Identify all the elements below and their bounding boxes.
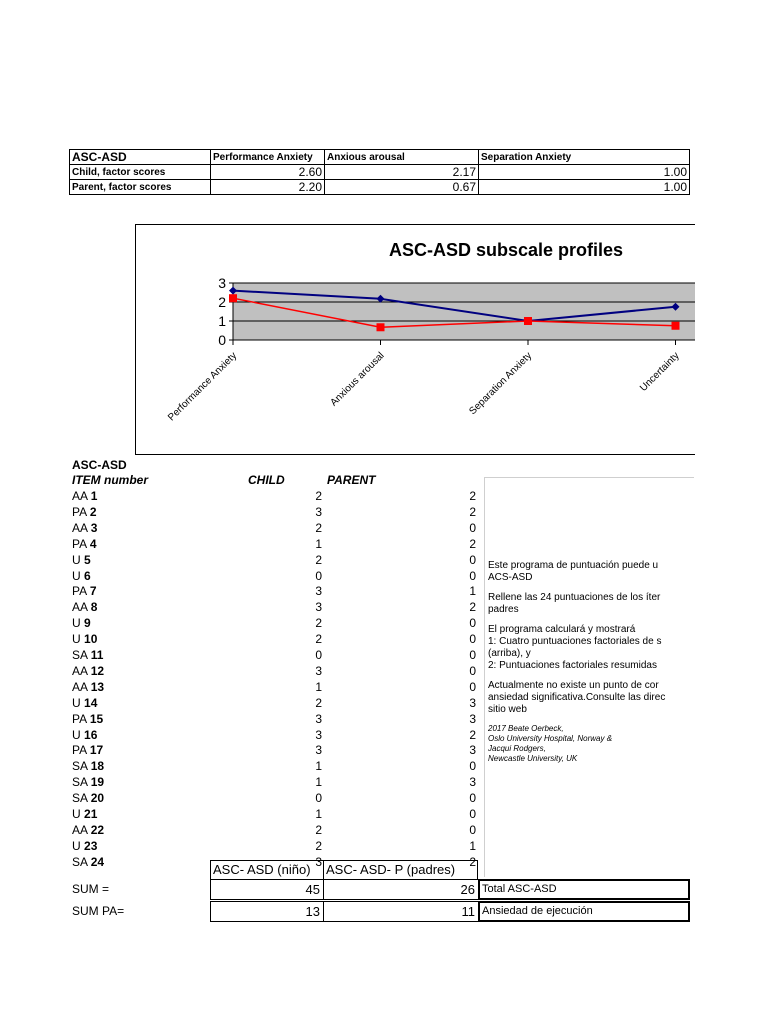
item-number: 4 [89,536,97,551]
item-row [72,488,480,504]
item-code [72,599,97,615]
parent-score-cell[interactable]: 1 [469,838,476,853]
child-score-cell[interactable]: 3 [315,727,322,742]
items-title: ASC-ASD [72,458,127,472]
y-tick-label: 1 [218,313,226,329]
info-line: padres [488,604,519,615]
item-number: 3 [90,520,98,535]
x-tick-label: Performance Anxiety [166,350,240,424]
item-row [72,742,480,758]
item-prefix: SA [72,775,88,790]
item-code [72,727,97,743]
item-code [72,552,91,568]
item-prefix: U [72,616,81,631]
subscale-chart[interactable] [135,224,695,455]
credits [488,724,694,764]
parent-score-cell[interactable]: 2 [469,504,476,519]
child-score-cell[interactable]: 2 [315,695,322,710]
child-score-cell[interactable]: 2 [315,489,322,503]
parent-sum-header: ASC- ASD- P (padres) [323,860,478,880]
parent-score-cell[interactable]: 0 [469,679,476,694]
x-tick-label: Anxious arousal [328,350,387,409]
item-row [72,536,480,552]
info-line: El programa calculará y mostrará [488,624,636,635]
item-code [72,536,97,552]
info-line: ansiedad significativa.Consulte las direc [488,692,666,703]
item-row [72,504,480,520]
parent-score-cell[interactable]: 1 [469,584,476,599]
item-prefix: PA [72,504,87,519]
item-row [72,568,480,584]
item-prefix: PA [72,711,87,726]
info-line: Este programa de puntuación puede u [488,560,659,571]
item-row [72,647,480,663]
item-row [72,727,480,743]
sum-label: SUM = [72,882,110,896]
child-score-cell[interactable]: 2 [315,520,322,535]
x-axis [166,340,682,423]
credit-line: 2017 Beate Oerbeck, [488,724,564,733]
credit-line: Jacqui Rodgers, [488,744,546,753]
factor-row-parent [70,180,690,195]
child-score-cell[interactable]: 1 [315,807,322,821]
child-score-cell[interactable]: 1 [315,536,322,551]
info-line: 2: Puntuaciones factoriales resumidas [488,660,657,671]
item-prefix: U [72,632,81,647]
series-2-point [377,323,385,331]
item-row [72,679,480,695]
child-score-cell[interactable]: 0 [315,568,322,583]
item-prefix: AA [72,489,88,503]
parent-score-cell[interactable]: 3 [469,743,476,758]
item-number: 23 [84,838,98,853]
info-line: Actualmente no existe un punto de cor [488,680,659,691]
item-code [72,854,104,870]
item-number: 10 [84,632,98,647]
item-number: 22 [90,822,105,837]
parent-score-cell[interactable]: 2 [469,489,476,503]
item-prefix: SA [72,648,88,662]
series-2-point [229,294,237,302]
item-number: 21 [84,807,98,821]
chart-canvas [136,225,695,455]
item-code [72,711,103,727]
parent-score-cell[interactable]: 0 [469,616,476,631]
factor-row-label[interactable]: Parent, factor scores [70,180,211,195]
parent-score-cell[interactable]: 2 [469,854,476,869]
factor-cell[interactable]: 1.00 [479,180,690,195]
factor-col-separation[interactable]: Separation Anxiety [479,150,690,165]
parent-score-cell[interactable]: 0 [469,663,476,678]
y-tick-label: 2 [218,294,226,310]
factor-row-child [70,165,690,180]
item-row [72,822,480,838]
parent-score-cell[interactable]: 3 [469,711,476,726]
parent-score-cell[interactable]: 0 [469,520,476,535]
parent-score-cell[interactable]: 0 [469,807,476,821]
factor-table-title: ASC-ASD [70,150,211,165]
item-code [72,774,104,790]
child-score-cell[interactable]: 1 [315,759,322,774]
child-score-cell[interactable]: 2 [315,616,322,631]
item-number: 12 [90,663,105,678]
factor-row-label[interactable]: Child, factor scores [70,165,211,180]
chart-title: ASC-ASD subscale profiles [388,240,624,260]
item-code [72,488,97,504]
item-row [72,583,480,599]
item-prefix: U [72,727,81,742]
series-2-point [524,317,532,325]
item-prefix: AA [72,663,88,678]
factor-col-arousal[interactable]: Anxious arousal [325,150,479,165]
item-row [72,615,480,631]
item-number: 13 [90,679,105,694]
parent-score-cell[interactable]: 0 [469,632,476,647]
item-prefix: U [72,552,81,567]
child-score-cell[interactable]: 1 [315,775,322,790]
item-number: 6 [84,568,91,583]
parent-score-cell[interactable]: 0 [469,568,476,583]
series-2-point [672,322,680,330]
total-name-cell[interactable]: Total ASC-ASD [478,879,690,900]
item-row [72,774,480,790]
parent-score-cell[interactable]: 0 [469,552,476,567]
item-prefix: U [72,807,81,821]
item-number: 11 [90,648,104,662]
instructions-text [488,560,694,772]
item-code [72,822,104,838]
child-sum-header: ASC- ASD (niño) [210,860,324,880]
info-line: sitio web [488,704,527,715]
item-row [72,663,480,679]
parent-column-header: PARENT [327,473,376,487]
credit-line: Newcastle University, UK [488,754,578,763]
item-row [72,790,480,806]
item-number: 19 [90,775,105,790]
factor-cell[interactable]: 2.17 [325,165,479,180]
y-tick-label: 3 [218,275,226,291]
factor-cell[interactable]: 2.60 [211,165,325,180]
parent-score-cell[interactable]: 3 [469,695,476,710]
parent-score-cell[interactable]: 2 [469,536,476,551]
item-prefix: SA [72,854,88,869]
item-number: 15 [89,711,104,726]
item-row [72,806,480,822]
item-row [72,599,480,615]
item-number: 8 [90,600,98,615]
item-code [72,758,104,774]
child-sum-pa-cell[interactable]: 13 [210,901,324,922]
item-prefix: SA [72,791,88,806]
parent-score-cell[interactable]: 0 [469,791,476,806]
parent-score-cell[interactable]: 2 [469,600,476,615]
child-score-cell[interactable]: 3 [315,854,322,869]
child-score-cell[interactable]: 2 [315,632,322,647]
parent-score-cell[interactable]: 0 [469,648,476,662]
item-prefix: SA [72,759,88,774]
item-prefix: AA [72,822,88,837]
x-tick-label: Uncertainty [638,350,682,394]
factor-cell[interactable]: 2.20 [211,180,325,195]
item-prefix: PA [72,584,87,599]
item-number: 7 [89,584,97,599]
item-number: 24 [90,854,105,869]
parent-sum-pa-cell[interactable]: 11 [323,901,479,922]
child-score-cell[interactable]: 2 [315,822,322,837]
item-code [72,583,97,599]
child-score-cell[interactable]: 1 [315,679,322,694]
item-number: 17 [89,743,104,758]
item-code [72,838,97,854]
parent-score-cell[interactable]: 3 [469,775,476,790]
child-score-cell[interactable]: 2 [315,552,322,567]
x-tick-label: Separation Anxiety [467,350,535,418]
factor-table-header-row [70,150,690,165]
item-code [72,631,97,647]
child-score-cell[interactable]: 3 [315,663,322,678]
item-code [72,790,104,806]
child-score-cell[interactable]: 3 [315,600,322,615]
item-number: 20 [90,791,105,806]
item-prefix: U [72,695,81,710]
factor-col-performance[interactable]: Performance Anxiety [211,150,325,165]
item-code [72,647,103,663]
parent-score-cell[interactable]: 2 [469,727,476,742]
item-number: 2 [89,504,97,519]
item-number-header: ITEM number [72,473,149,487]
item-code [72,679,104,695]
item-prefix: U [72,568,81,583]
item-row [72,631,480,647]
item-code [72,806,97,822]
item-row [72,758,480,774]
item-prefix: PA [72,743,87,758]
factor-score-table [69,149,690,195]
parent-sum-cell[interactable]: 26 [323,879,479,900]
child-score-cell[interactable]: 3 [315,711,322,726]
item-row [72,552,480,568]
child-score-cell[interactable]: 3 [315,584,322,599]
info-line: 1: Cuatro puntuaciones factoriales de s [488,636,662,647]
child-score-cell[interactable]: 3 [315,504,322,519]
item-code [72,742,103,758]
child-score-cell[interactable]: 2 [315,838,322,853]
item-prefix: AA [72,600,88,615]
child-score-cell[interactable]: 0 [315,791,322,806]
factor-cell[interactable]: 0.67 [325,180,479,195]
item-number: 14 [84,695,98,710]
item-number: 5 [84,552,91,567]
item-code [72,520,97,536]
item-row [72,711,480,727]
item-prefix: PA [72,536,87,551]
info-line: (arriba), y [488,648,531,659]
item-number: 16 [84,727,98,742]
item-code [72,568,91,584]
parent-score-cell[interactable]: 0 [469,759,476,774]
credit-line: Oslo University Hospital, Norway & [488,734,613,743]
child-sum-cell[interactable]: 45 [210,879,324,900]
y-tick-label: 0 [218,332,226,348]
item-number: 1 [90,489,98,503]
info-line: ACS-ASD [488,572,533,583]
item-prefix: AA [72,520,88,535]
item-number: 18 [90,759,105,774]
item-code [72,695,97,711]
info-line: Rellene las 24 puntuaciones de los íter [488,592,661,603]
child-column-header: CHILD [248,473,285,487]
info-panel [484,477,694,877]
item-number: 9 [84,616,91,631]
parent-score-cell[interactable]: 0 [469,822,476,837]
sum-pa-label: SUM PA= [72,904,125,918]
item-code [72,663,104,679]
child-score-cell[interactable]: 3 [315,743,322,758]
item-code [72,504,97,520]
item-row [72,520,480,536]
performance-anxiety-name-cell[interactable]: Ansiedad de ejecución [478,901,690,922]
item-code [72,615,91,631]
factor-cell[interactable]: 1.00 [479,165,690,180]
item-prefix: AA [72,679,88,694]
item-row [72,695,480,711]
item-prefix: U [72,838,81,853]
child-score-cell[interactable]: 0 [315,648,322,662]
item-row [72,838,480,854]
